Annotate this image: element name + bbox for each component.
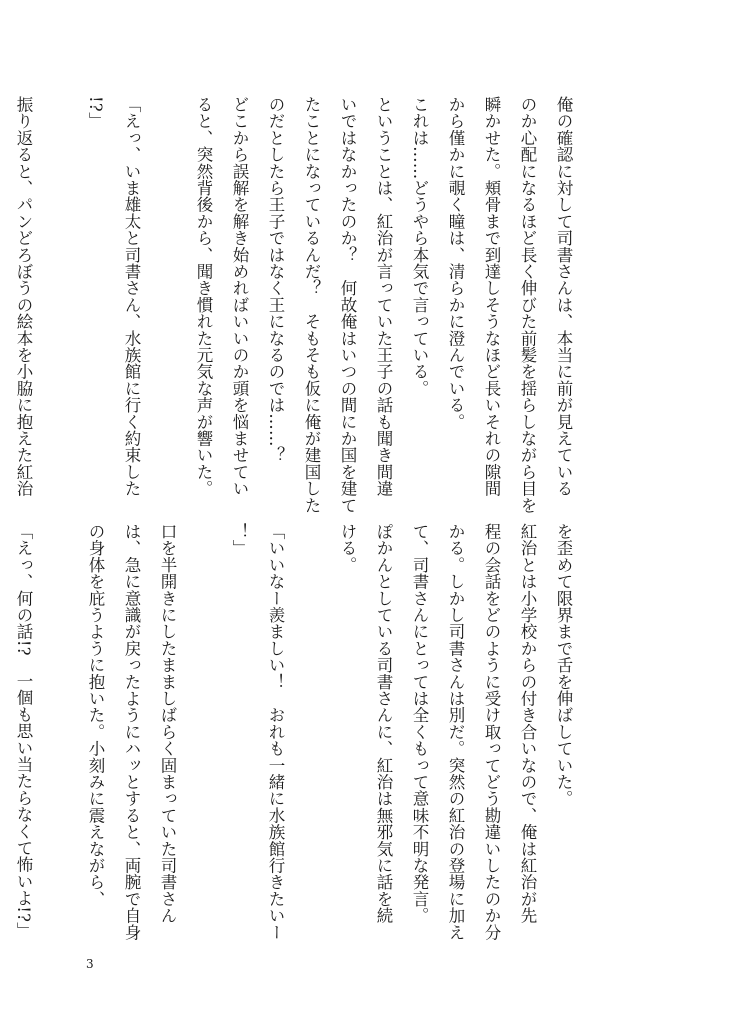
text-line: たことになっているんだ？ そもそも仮に俺が建国した [302,96,321,514]
text-block-bottom [0,523,581,943]
text-line: 俺の確認に対して司書さんは、本当に前が見えている [554,96,573,497]
text-line: から僅かに覗く瞳は、清らかに澄んでいる。 [446,96,465,430]
text-line: 振り返ると、パンどろぼうの絵本を小脇に抱えた紅治 [14,96,33,497]
text-line: のだとしたら王子ではなく王になるのでは……？ [266,96,285,464]
text-line: ると、突然背後から、聞き慣れた元気な声が響いた。 [194,96,213,497]
dialogue-line: 「えっ、何の話!? 一個も思い当たらなくて怖いよ!?」 [14,523,33,939]
dialogue-line: 「いいなー羨ましい！ おれも一緒に水族館行きたいー [266,523,285,941]
dialogue-line: 「えっ、いま雄太と司書さん、水族館に行く約束した [122,96,141,497]
text-line: 瞬かせた。頬骨まで到達しそうなほど長いそれの隙間 [482,96,501,497]
text-line: を歪めて限界まで舌を伸ばしていた。 [554,523,573,807]
text-line: ということは、紅治が言っていた王子の話も聞き間違 [374,96,393,497]
text-line: これは……どうやら本気で言っている。 [410,96,429,397]
text-line: て、司書さんにとっては全くもって意味不明な発言。 [410,523,429,924]
text-line: の身体を庇うように抱いた。小刻みに震えながら、 [86,523,105,908]
text-line: かる。しかし司書さんは別だ。突然の紅治の登場に加え [446,523,465,941]
page-number: 3 [86,957,94,971]
dialogue-line: ！」 [230,523,249,557]
text-line: ける。 [338,523,357,574]
text-line: 紅治とは小学校からの付き合いなので、俺は紅治が先 [518,523,537,924]
text-line: 程の会話をどのように受け取ってどう勘違いしたのか分 [482,523,501,941]
dialogue-line: !?」 [86,96,105,129]
text-line: 口を半開きにしたまましばらく固まっていた司書さん [158,523,177,924]
text-line: どこから誤解を解き始めればいいのか頭を悩ませてい [230,96,249,497]
text-line [0,96,5,514]
text-block-top [0,96,581,516]
text-line: は、急に意識が戻ったようにハッとすると、両腕で自身 [122,523,141,941]
text-line: のか心配になるほど長く伸びた前髪を揺らしながら目を [518,96,537,514]
text-line: いではなかったのか？ 何故俺はいつの間にか国を建て [338,96,357,514]
text-line: ぽかんとしている司書さんに、紅治は無邪気に話を続 [374,523,393,924]
